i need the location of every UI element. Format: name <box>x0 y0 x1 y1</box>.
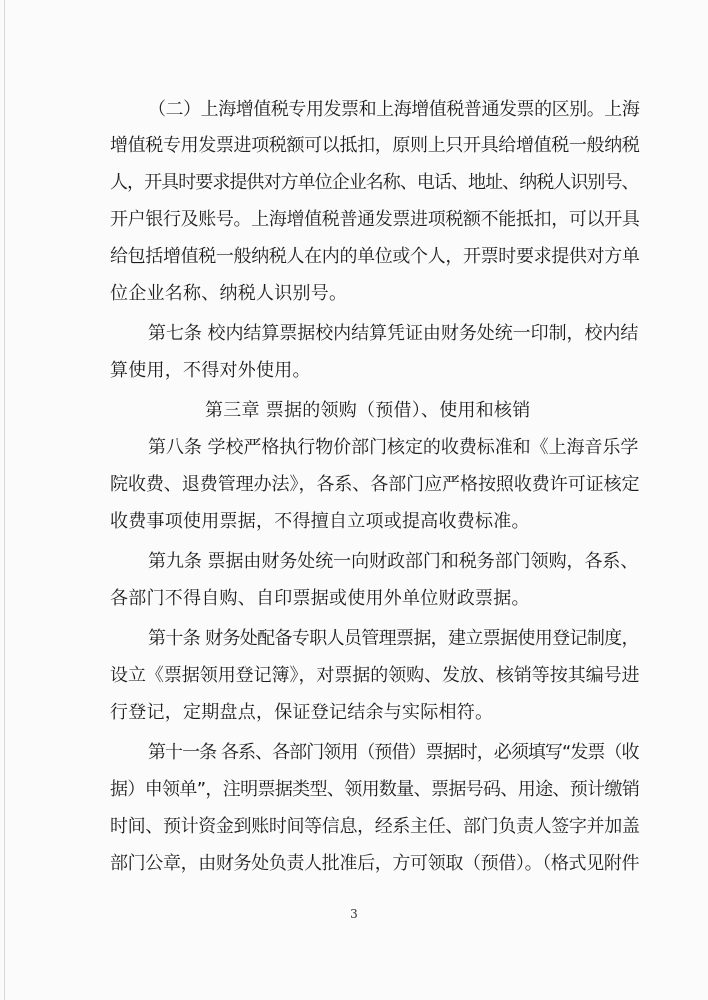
text-line: 收费事项使用票据，不得擅自立项或提高收费标准。 <box>110 511 530 532</box>
text-line: 位企业名称、纳税人识别号。 <box>110 283 348 304</box>
text-line: 行登记，定期盘点，保证登记结余与实际相符。 <box>110 702 494 723</box>
text-line: 时间、预计资金到账时间等信息，经系主任、部门负责人签字并加盖 <box>110 816 640 837</box>
text-line: 院收费、退费管理办法》，各系、各部门应严格按照收费许可证核定 <box>110 474 640 495</box>
text-line: 第十条 财务处配备专职人员管理票据，建立票据使用登记制度， <box>148 628 639 649</box>
text-line: 增值税专用发票进项税额可以抵扣，原则上只开具给增值税一般纳税 <box>110 135 640 156</box>
text-line: 给包括增值税一般纳税人在内的单位或个人，开票时要求提供对方单 <box>110 246 640 267</box>
text-line: 算使用，不得对外使用。 <box>110 360 311 381</box>
chapter-heading: 第三章 票据的领购（预借）、使用和核销 <box>205 400 531 421</box>
text-line: 第七条 校内结算票据校内结算凭证由财务处统一印制，校内结 <box>148 323 639 344</box>
text-line: 各部门不得自购、自印票据或使用外单位财政票据。 <box>110 588 530 609</box>
text-line: 据）申领单”，注明票据类型、领用数量、票据号码、用途、预计缴销 <box>110 779 640 800</box>
text-line: 第九条 票据由财务处统一向财政部门和税务部门领购，各系、 <box>148 551 639 572</box>
text-line: 部门公章，由财务处负责人批准后，方可领取（预借）。（格式见附件 <box>110 853 640 874</box>
text-line: 设立《票据领用登记簿》，对票据的领购、发放、核销等按其编号进 <box>110 665 640 686</box>
page-number: 3 <box>350 907 358 921</box>
text-line: 开户银行及账号。上海增值税普通发票进项税额不能抵扣，可以开具 <box>110 209 640 230</box>
text-line: 第十一条 各系、各部门领用（预借）票据时，必须填写“发票（收 <box>148 742 639 763</box>
text-line: 第八条 学校严格执行物价部门核定的收费标准和《上海音乐学 <box>148 437 639 458</box>
text-line: （二）上海增值税专用发票和上海增值税普通发票的区别。上海 <box>148 99 640 120</box>
text-line: 人，开具时要求提供对方单位企业名称、电话、地址、纳税人识别号、 <box>110 172 639 193</box>
